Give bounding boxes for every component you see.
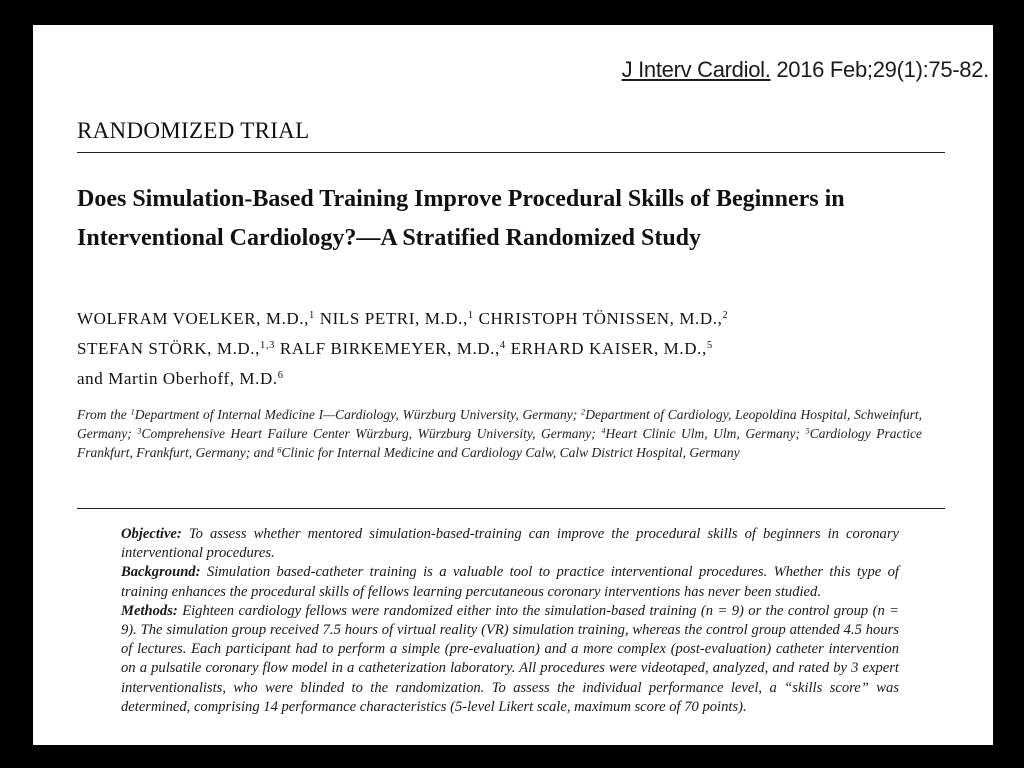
header-divider (77, 152, 945, 153)
abstract-text: To assess whether mentored simulation-based-training can improve the procedural skills of beginners in coronary interventional procedures. (121, 526, 900, 562)
abstract-heading: Background (121, 564, 196, 581)
citation (622, 57, 989, 83)
author-affiliation-mark: 2 (722, 310, 729, 322)
author-name: and Martin Oberhoff, M.D. (77, 369, 278, 388)
abstract-methods: Methods: Eighteen cardiology fellows were randomized either into the simulation-based training (n = 9) or the control group (n = 9). The simulation group received 7.5 hours of virtual reality (VR) simulation training, whereas the control group attended 4.5 hours of lectures. Each participant had to perform a simple (pre-evaluation) and a more complex (post-evaluation) catheter intervention on a pulsatile coronary flow model in a catheterization laboratory. All procedures were videotaped, analyzed, and rated by 3 expert interventionalists, who were blinded to the randomization. To assess the individual performance level, a “skills score” was determined, comprising 14 performance characteristics (5-level Likert scale, maximum score of 70 points). (121, 602, 899, 715)
author (280, 339, 506, 358)
abstract-objective: Objective: To assess whether mentored simulation-based-training can improve the procedural skills of beginners in coronary interventional procedures. (121, 526, 900, 562)
author-name: CHRISTOPH TÖNISSEN, M.D., (478, 309, 723, 328)
abstract-divider (77, 508, 945, 509)
article-title: Does Simulation-Based Training Improve Procedural Skills of Beginners in Interventional Cardiology?—A Stratified Randomized Study (77, 186, 845, 251)
author-name: STEFAN STÖRK, M.D., (77, 339, 260, 358)
author (77, 309, 315, 328)
citation-details: 2016 Feb;29(1):75-82. (776, 57, 989, 82)
abstract (121, 525, 899, 717)
affiliation-mark: 6 (277, 445, 282, 455)
author (479, 309, 729, 328)
affiliation: Clinic for Internal Medicine and Cardiology Calw, Calw District Hospital, Germany (281, 445, 740, 460)
journal-link[interactable]: J Interv Cardiol. (621, 57, 771, 82)
author-affiliation-mark: 1 (309, 310, 315, 322)
author-affiliation-mark: 6 (277, 370, 284, 382)
abstract-heading: Objective (121, 526, 177, 542)
affiliation: Cardiology Practice Frankfurt, Frankfurt, Germany; and (77, 426, 923, 460)
affiliation: Heart Clinic Ulm, Ulm, Germany; (605, 426, 801, 441)
author-list (77, 304, 957, 394)
author-affiliation-mark: 1,3 (260, 340, 275, 352)
affiliation-mark: 4 (601, 426, 606, 436)
author-name: WOLFRAM VOELKER, M.D., (77, 309, 310, 328)
affiliation: Department of Internal Medicine I—Cardiology, Würzburg University, Germany; (134, 407, 578, 422)
affiliation-mark: 3 (137, 426, 142, 436)
affiliations-prefix: From the (77, 407, 127, 422)
author (77, 369, 284, 388)
author-affiliation-mark: 5 (706, 340, 713, 352)
abstract-text: Simulation based-catheter training is a valuable tool to practice interventional procedures. Whether this type of training enhances the procedural skills of fellows learning percutaneous coronary interventions has never been studied. (121, 564, 899, 600)
article-page (33, 25, 993, 745)
affiliations (77, 405, 922, 462)
affiliation-mark: 5 (805, 426, 810, 436)
abstract-text: Eighteen cardiology fellows were randomized either into the simulation-based training (n = 9) or the control group (n = 9). The simulation group received 7.5 hours of virtual reality (VR) simulation training, whereas the control group attended 4.5 hours of lectures. Each participant had to perform a simple (pre-evaluation) and a more complex (post-evaluation) catheter intervention on a pulsatile coronary flow model in a catheterization laboratory. All procedures were videotaped, analyzed, and rated by 3 expert interventionalists, who were blinded to the randomization. To assess the individual performance level, a “skills score” was determined, comprising 14 performance characteristics (5-level Likert scale, maximum score of 70 points). (121, 602, 899, 715)
affiliation-mark: 2 (581, 407, 586, 417)
author (511, 339, 713, 358)
author-affiliation-mark: 1 (467, 310, 474, 322)
author (77, 339, 275, 358)
abstract-heading: Methods (121, 602, 173, 619)
abstract-background: Background: Simulation based-catheter training is a valuable tool to practice interventional procedures. Whether this type of training enhances the procedural skills of fellows learning percutaneous coronary interventions has never been studied. (121, 564, 899, 600)
affiliation: Department of Cardiology, Leopoldina Hospital, Schweinfurt, Germany; (77, 407, 923, 441)
affiliation: Comprehensive Heart Failure Center Würzburg, Würzburg University, Germany; (141, 426, 596, 441)
section-label: RANDOMIZED TRIAL (77, 118, 310, 143)
affiliation-mark: 1 (130, 407, 135, 417)
author-name: RALF BIRKEMEYER, M.D., (279, 339, 500, 358)
author-name: ERHARD KAISER, M.D., (510, 339, 707, 358)
author-name: NILS PETRI, M.D., (319, 309, 468, 328)
author (320, 309, 474, 328)
author-affiliation-mark: 4 (499, 340, 506, 352)
